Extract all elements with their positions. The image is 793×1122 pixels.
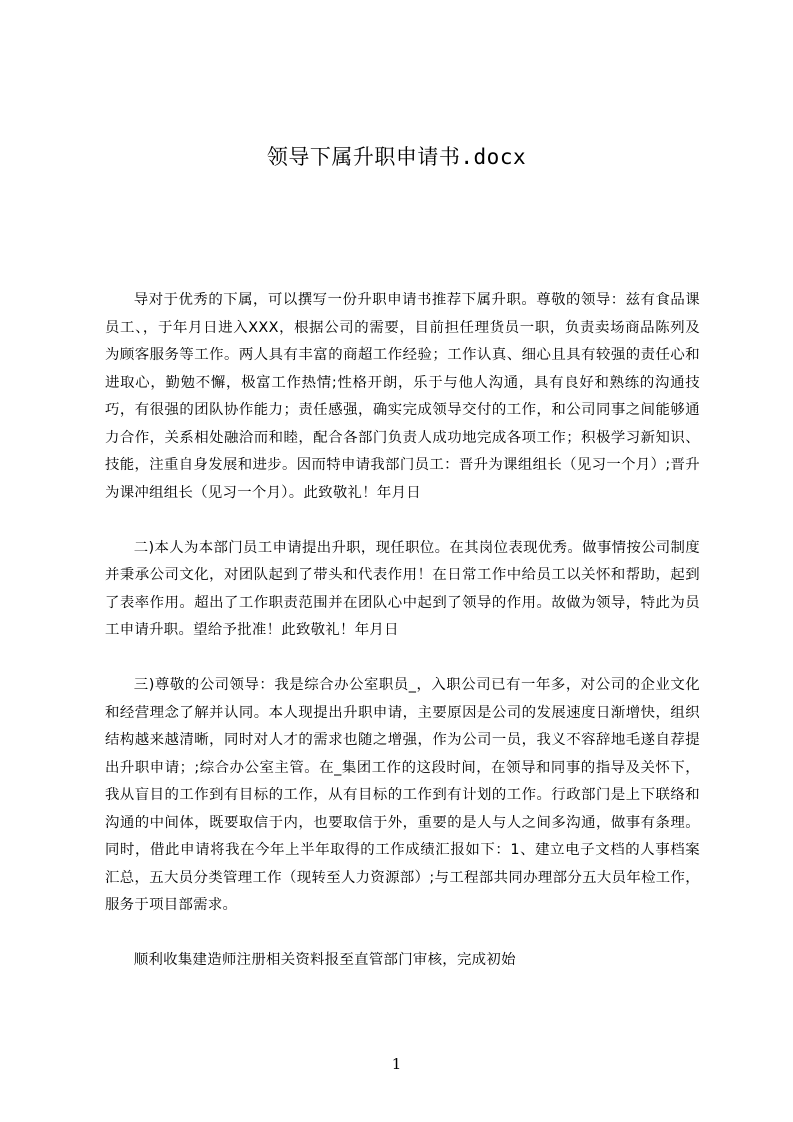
document-title: 领导下属升职申请书.docx [266,145,527,169]
page-number: 1 [391,1055,402,1073]
paragraph-2: 二)本人为本部门员工申请提出升职，现任职位。在其岗位表现优秀。做事情按公司制度并秉承公司文化，对团队起到了带头和代表作用！在日常工作中给员工以关怀和帮助，起到了表率作用。超出了工作职责范围并在团队心中起到了领导的作用。故做为领导，特此为员工申请升职。望给予批准！此致敬礼！年月日 [105,539,700,638]
paragraph-1: 导对于优秀的下属，可以撰写一份升职申请书推荐下属升职。尊敬的领导：兹有食品课员工、，于年月日进入XXX，根据公司的需要，目前担任理货员一职，负责卖场商品陈列及为顾客服务等工作。两人具有丰富的商超工作经验；工作认真、细心且具有较强的责任心和进取心，勤勉不懈，极富工作热情;性格开朗，乐于与他人沟通，具有良好和熟练的沟通技巧，有很强的团队协作能力；责任感强，确实完成领导交付的工作，和公司同事之间能够通力合作，关系相处融洽而和睦，配合各部门负责人成功地完成各项工作；积极学习新知识、技能，注重自身发展和进步。因而特申请我部门员工：晋升为课组组长（见习一个月）;晋升为课冲组组长（见习一个月）。此致敬礼！年月日 [105,292,700,501]
paragraph-3: 三)尊敬的公司领导：我是综合办公室职员_，入职公司已有一年多，对公司的企业文化和经营理念了解并认同。本人现提出升职申请，主要原因是公司的发展速度日渐增快，组织结构越来越清晰，同时对人才的需求也随之增强，作为公司一员，我义不容辞地毛遂自荐提出升职申请；;综合办公室主管。在_集团工作的这段时间，在领导和同事的指导及关怀下，我从盲目的工作到有目标的工作，从有目标的工作到有计划的工作。行政部门是上下联络和沟通的中间体，既要取信于内，也要取信于外，重要的是人与人之间多沟通，做事有条理。同时，借此申请将我在今年上半年取得的工作成绩汇报如下：1、建立电子文档的人事档案汇总，五大员分类管理工作（现转至人力资源部）;与工程部共同办理部分五大员年检工作，服务于项目部需求。 [105,677,700,913]
paragraph-4: 顺利收集建造师注册相关资料报至直管部门审核，完成初始 [133,952,516,968]
document-body [105,287,700,975]
